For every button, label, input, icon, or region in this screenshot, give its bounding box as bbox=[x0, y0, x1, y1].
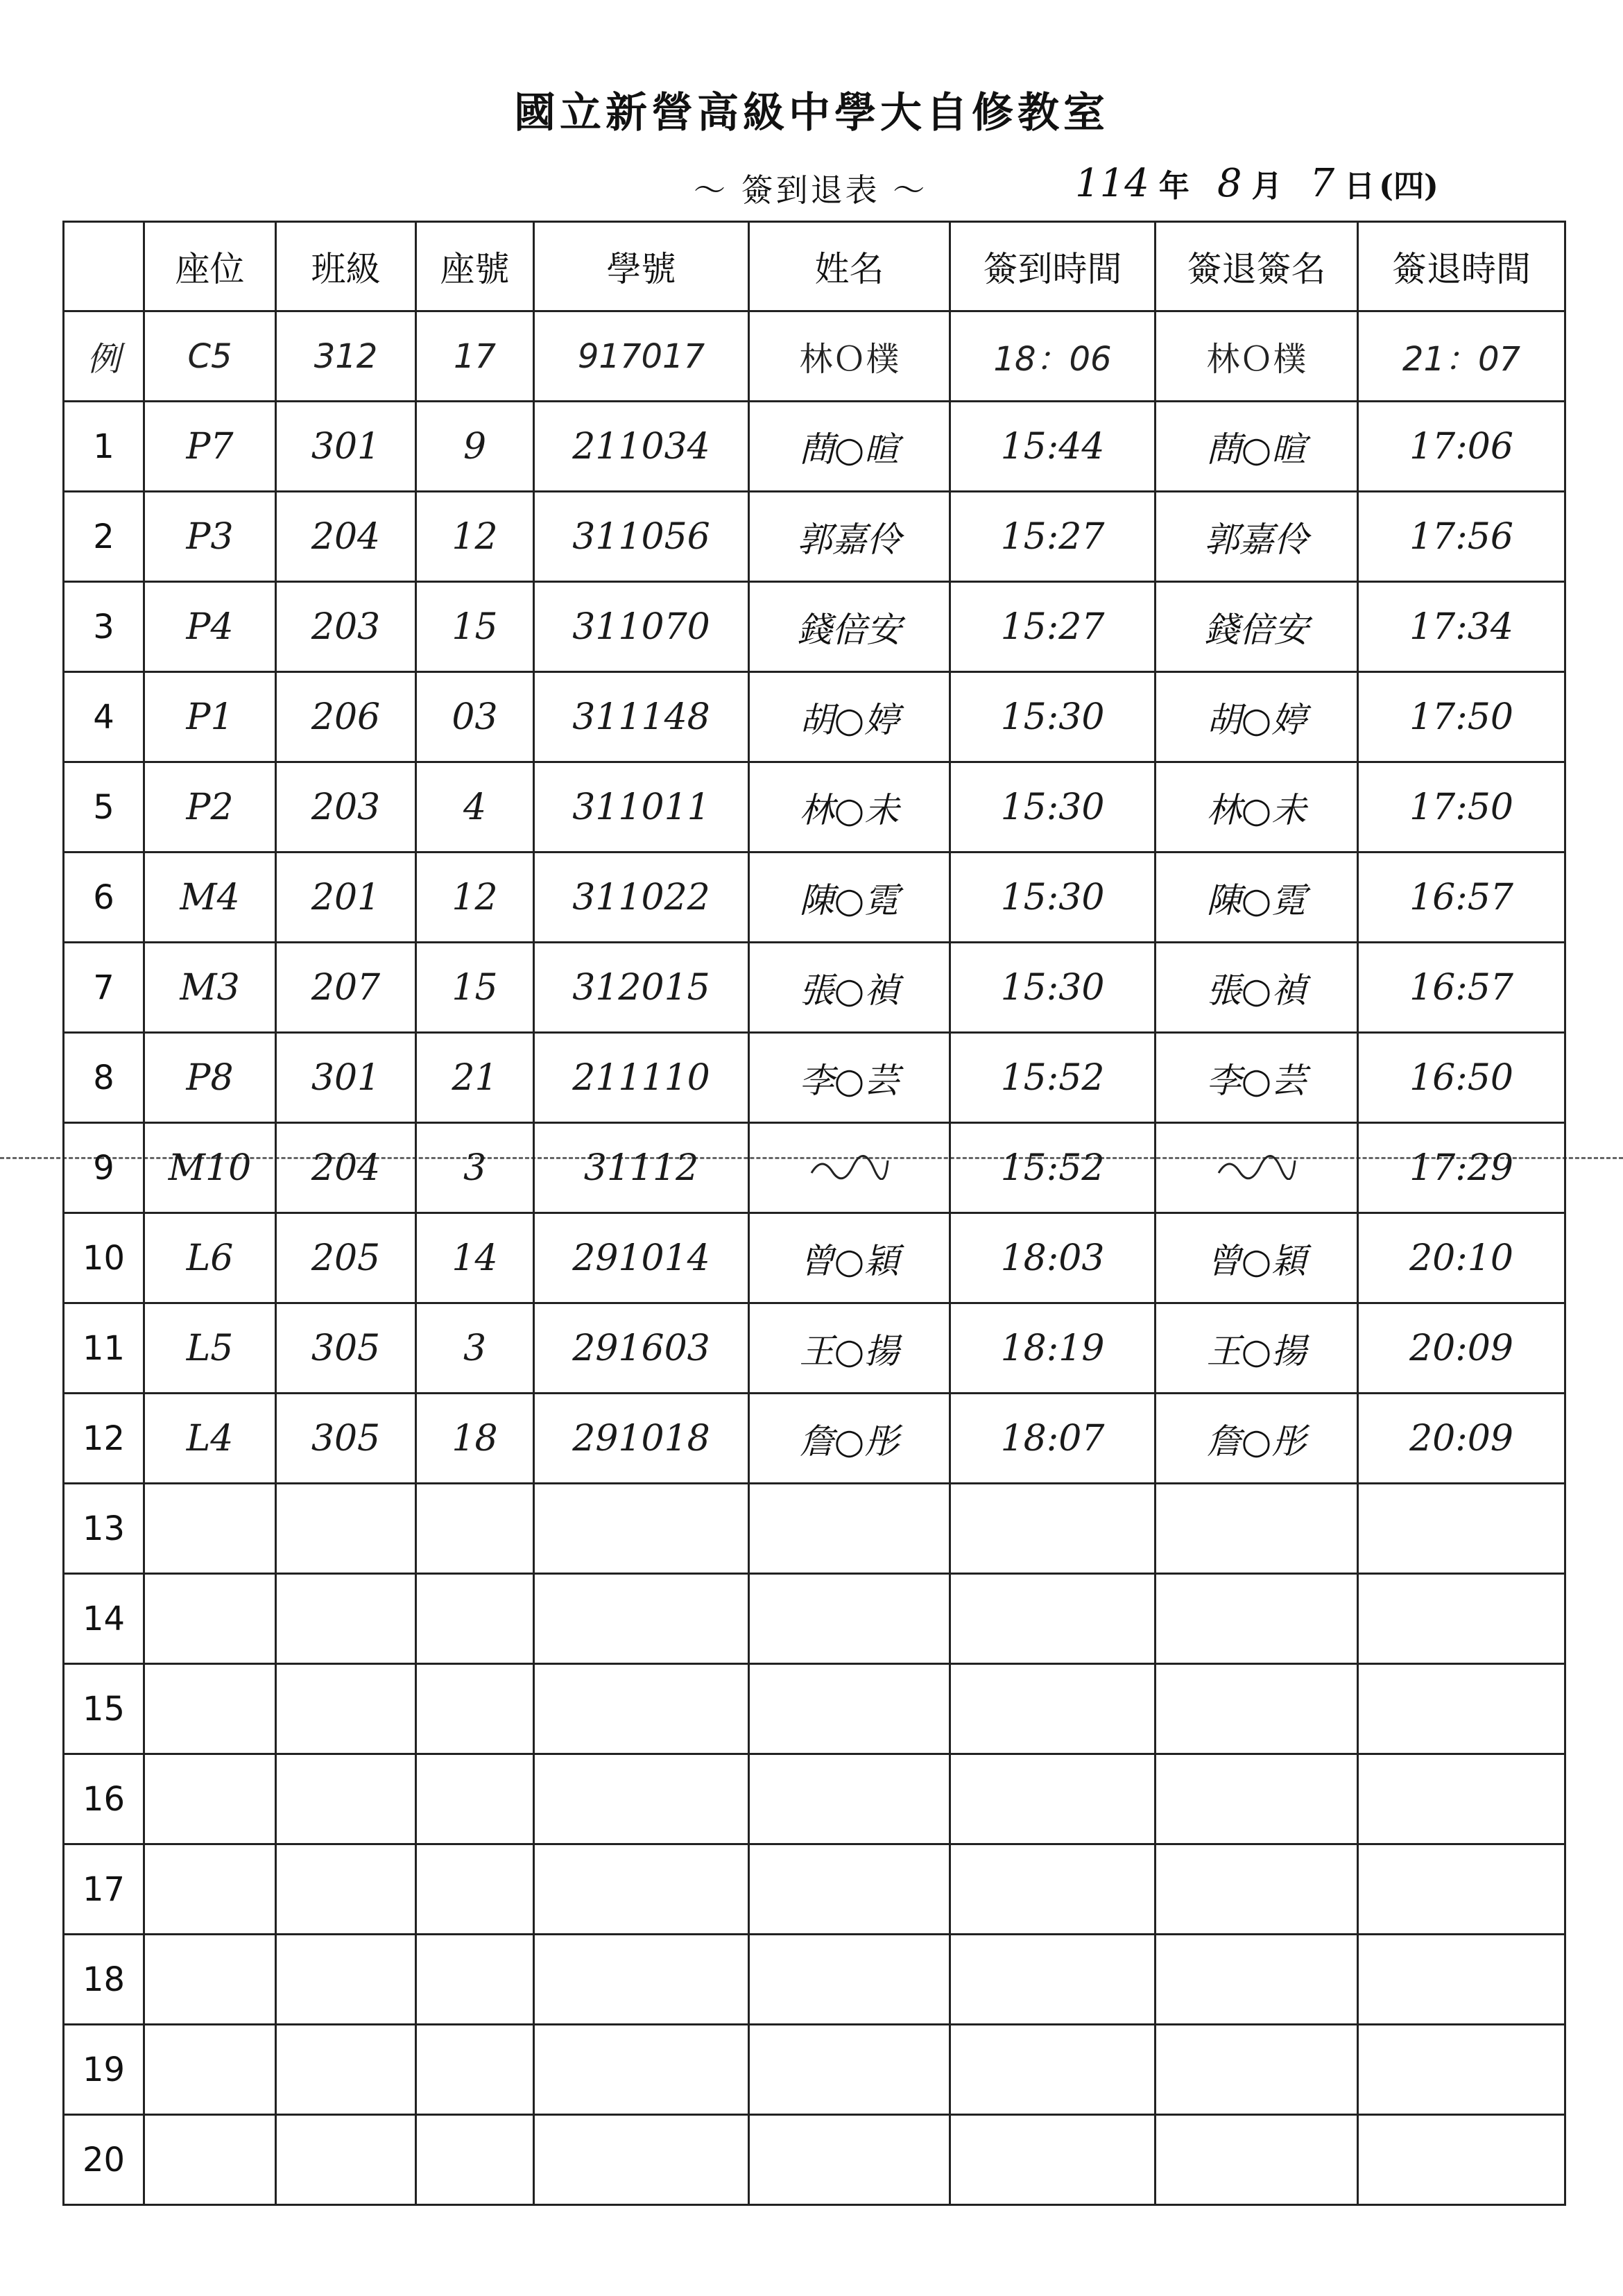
page-title: 國立新營高級中學大自修教室 bbox=[514, 89, 1109, 137]
cell-class bbox=[276, 2115, 416, 2205]
row-number: 10 bbox=[64, 1213, 144, 1303]
cell-class bbox=[276, 1484, 416, 1574]
row-number: 7 bbox=[64, 943, 144, 1033]
cell-name: 李○芸 bbox=[749, 1033, 950, 1123]
cell-class bbox=[276, 1844, 416, 1935]
cell-sign-out-time: 17:29 bbox=[1358, 1123, 1565, 1213]
cell-student-id: 31112 bbox=[534, 1123, 749, 1213]
cell-name: 張○禎 bbox=[749, 943, 950, 1033]
date-year-label: 年 bbox=[1158, 169, 1190, 204]
cell-class bbox=[276, 1664, 416, 1754]
cell-sign-out-time bbox=[1358, 2025, 1565, 2115]
cell-student-id: 312015 bbox=[534, 943, 749, 1033]
cell-name bbox=[749, 1574, 950, 1664]
cell-sign-out-time bbox=[1358, 2115, 1565, 2205]
cell-seat: P1 bbox=[144, 672, 276, 762]
cell-seat-no: 3 bbox=[416, 1303, 534, 1394]
form-subtitle: 〜 簽到退表 〜 bbox=[694, 171, 928, 209]
cell-sign-out-time: 17:34 bbox=[1358, 582, 1565, 672]
cell-seat: P4 bbox=[144, 582, 276, 672]
cell-student-id: 291014 bbox=[534, 1213, 749, 1303]
cell-sign-in-time: 18:19 bbox=[950, 1303, 1156, 1394]
cell-student-id: 211034 bbox=[534, 402, 749, 492]
cell-name bbox=[749, 2025, 950, 2115]
cell-name: 錢倍安 bbox=[749, 582, 950, 672]
cell-sign-out-time bbox=[1358, 1664, 1565, 1754]
cell-student-id bbox=[534, 1935, 749, 2025]
cell-sign-out-time: 20:09 bbox=[1358, 1394, 1565, 1484]
date-day-label: 日 bbox=[1344, 169, 1375, 204]
table-row bbox=[64, 1033, 1565, 1123]
cell-seat-no: 3 bbox=[416, 1123, 534, 1213]
date-weekday: (四) bbox=[1379, 169, 1439, 204]
cell-student-id: 311011 bbox=[534, 762, 749, 853]
row-number: 15 bbox=[64, 1664, 144, 1754]
cell-name: 蔄○暄 bbox=[749, 402, 950, 492]
cell-sign-in-time bbox=[950, 1935, 1156, 2025]
form-date bbox=[1075, 161, 1439, 206]
date-year: 114 bbox=[1075, 161, 1149, 206]
cell-class bbox=[276, 2025, 416, 2115]
date-day: 7 bbox=[1309, 161, 1335, 206]
cell-seat-no: 12 bbox=[416, 853, 534, 943]
cell-student-id: 211110 bbox=[534, 1033, 749, 1123]
cell-sign-in-time: 15:52 bbox=[950, 1123, 1156, 1213]
cell-sign-out-time: 16:57 bbox=[1358, 853, 1565, 943]
example-student-id: 917017 bbox=[534, 311, 749, 402]
cell-sign-out-name bbox=[1156, 1935, 1358, 2025]
cell-sign-out-name bbox=[1156, 1123, 1358, 1213]
cell-seat: M10 bbox=[144, 1123, 276, 1213]
cell-student-id: 311022 bbox=[534, 853, 749, 943]
table-row bbox=[64, 672, 1565, 762]
cell-seat: M4 bbox=[144, 853, 276, 943]
cell-name bbox=[749, 1484, 950, 1574]
cell-class: 203 bbox=[276, 582, 416, 672]
cell-class: 301 bbox=[276, 402, 416, 492]
cell-name bbox=[749, 1123, 950, 1213]
row-number: 5 bbox=[64, 762, 144, 853]
cell-name bbox=[749, 1844, 950, 1935]
cell-sign-out-time: 16:57 bbox=[1358, 943, 1565, 1033]
cell-seat-no: 15 bbox=[416, 943, 534, 1033]
cell-seat-no: 03 bbox=[416, 672, 534, 762]
cell-student-id bbox=[534, 1484, 749, 1574]
cell-name: 詹○彤 bbox=[749, 1394, 950, 1484]
table-row bbox=[64, 1844, 1565, 1935]
table-header-row bbox=[64, 222, 1565, 311]
cell-student-id: 311148 bbox=[534, 672, 749, 762]
cell-student-id bbox=[534, 1574, 749, 1664]
cell-seat: P2 bbox=[144, 762, 276, 853]
cell-sign-out-time bbox=[1358, 1754, 1565, 1844]
cell-seat-no: 15 bbox=[416, 582, 534, 672]
cell-seat-no: 14 bbox=[416, 1213, 534, 1303]
cell-seat-no: 18 bbox=[416, 1394, 534, 1484]
cell-seat-no: 4 bbox=[416, 762, 534, 853]
cell-sign-out-time: 20:09 bbox=[1358, 1303, 1565, 1394]
cell-sign-out-time bbox=[1358, 1574, 1565, 1664]
table-row bbox=[64, 1754, 1565, 1844]
table-row bbox=[64, 1935, 1565, 2025]
cell-sign-out-name: 陳○霓 bbox=[1156, 853, 1358, 943]
cell-name bbox=[749, 2115, 950, 2205]
row-number: 18 bbox=[64, 1935, 144, 2025]
cell-name: 王○揚 bbox=[749, 1303, 950, 1394]
example-name: 林Ｏ樸 bbox=[749, 311, 950, 402]
cell-seat-no bbox=[416, 2115, 534, 2205]
table-row bbox=[64, 1664, 1565, 1754]
table-row bbox=[64, 2115, 1565, 2205]
table-row bbox=[64, 943, 1565, 1033]
cell-class bbox=[276, 1754, 416, 1844]
col-header-seat-no: 座號 bbox=[416, 222, 534, 311]
cell-sign-in-time bbox=[950, 1754, 1156, 1844]
cell-seat-no bbox=[416, 1844, 534, 1935]
col-header-sign-out-name: 簽退簽名 bbox=[1156, 222, 1358, 311]
cell-sign-out-name: 錢倍安 bbox=[1156, 582, 1358, 672]
cell-sign-out-name bbox=[1156, 2115, 1358, 2205]
cell-class: 305 bbox=[276, 1303, 416, 1394]
example-seat: C5 bbox=[144, 311, 276, 402]
col-header-name: 姓名 bbox=[749, 222, 950, 311]
cell-sign-out-time bbox=[1358, 1935, 1565, 2025]
cell-sign-in-time bbox=[950, 1574, 1156, 1664]
cell-class: 204 bbox=[276, 1123, 416, 1213]
cell-sign-in-time: 15:52 bbox=[950, 1033, 1156, 1123]
cell-sign-in-time: 15:44 bbox=[950, 402, 1156, 492]
cell-sign-out-name: 林○未 bbox=[1156, 762, 1358, 853]
row-number: 1 bbox=[64, 402, 144, 492]
cell-student-id bbox=[534, 1664, 749, 1754]
cell-class: 206 bbox=[276, 672, 416, 762]
cell-seat bbox=[144, 1935, 276, 2025]
row-number: 4 bbox=[64, 672, 144, 762]
cell-sign-out-name bbox=[1156, 1574, 1358, 1664]
cell-seat: M3 bbox=[144, 943, 276, 1033]
cell-sign-out-time: 17:56 bbox=[1358, 492, 1565, 582]
cell-sign-in-time: 15:27 bbox=[950, 582, 1156, 672]
cell-seat bbox=[144, 1844, 276, 1935]
row-number: 20 bbox=[64, 2115, 144, 2205]
cell-class: 305 bbox=[276, 1394, 416, 1484]
row-number: 14 bbox=[64, 1574, 144, 1664]
cell-seat-no bbox=[416, 1754, 534, 1844]
cell-sign-out-name: 李○芸 bbox=[1156, 1033, 1358, 1123]
table-row bbox=[64, 492, 1565, 582]
cell-student-id bbox=[534, 1754, 749, 1844]
cell-name: 陳○霓 bbox=[749, 853, 950, 943]
cell-seat: L6 bbox=[144, 1213, 276, 1303]
cell-student-id: 291018 bbox=[534, 1394, 749, 1484]
cell-seat-no bbox=[416, 1574, 534, 1664]
cell-student-id: 311056 bbox=[534, 492, 749, 582]
row-number: 19 bbox=[64, 2025, 144, 2115]
cell-name bbox=[749, 1754, 950, 1844]
cell-seat-no bbox=[416, 1664, 534, 1754]
example-sign-out-name: 林Ｏ樸 bbox=[1156, 311, 1358, 402]
cell-seat: L4 bbox=[144, 1394, 276, 1484]
cell-sign-out-time: 17:50 bbox=[1358, 672, 1565, 762]
cell-sign-in-time: 15:27 bbox=[950, 492, 1156, 582]
date-month-label: 月 bbox=[1251, 169, 1282, 204]
cell-sign-in-time bbox=[950, 1844, 1156, 1935]
col-header-sign-in-time: 簽到時間 bbox=[950, 222, 1156, 311]
cell-sign-out-name bbox=[1156, 1664, 1358, 1754]
table-row bbox=[64, 1303, 1565, 1394]
cell-sign-in-time bbox=[950, 1664, 1156, 1754]
cell-sign-out-name: 胡○婷 bbox=[1156, 672, 1358, 762]
table-row bbox=[64, 1484, 1565, 1574]
cell-sign-out-time bbox=[1358, 1484, 1565, 1574]
cell-seat bbox=[144, 1484, 276, 1574]
example-row bbox=[64, 311, 1565, 402]
cell-sign-out-name bbox=[1156, 2025, 1358, 2115]
cell-sign-out-time: 16:50 bbox=[1358, 1033, 1565, 1123]
table-row bbox=[64, 1123, 1565, 1213]
col-header-sign-out-time: 簽退時間 bbox=[1358, 222, 1565, 311]
example-sign-in: 18：06 bbox=[950, 311, 1156, 402]
table-row bbox=[64, 1213, 1565, 1303]
cell-class: 205 bbox=[276, 1213, 416, 1303]
cell-class bbox=[276, 1935, 416, 2025]
row-number: 16 bbox=[64, 1754, 144, 1844]
cell-seat-no: 21 bbox=[416, 1033, 534, 1123]
cell-class bbox=[276, 1574, 416, 1664]
cell-sign-out-time: 17:50 bbox=[1358, 762, 1565, 853]
cell-sign-in-time: 15:30 bbox=[950, 853, 1156, 943]
example-class: 312 bbox=[276, 311, 416, 402]
cell-sign-out-name: 曾○穎 bbox=[1156, 1213, 1358, 1303]
cell-seat: P3 bbox=[144, 492, 276, 582]
table-row bbox=[64, 1394, 1565, 1484]
cell-seat: P7 bbox=[144, 402, 276, 492]
cell-class: 203 bbox=[276, 762, 416, 853]
example-label: 例 bbox=[64, 311, 144, 402]
example-sign-out: 21：07 bbox=[1358, 311, 1565, 402]
col-header-seat: 座位 bbox=[144, 222, 276, 311]
col-header-student-id: 學號 bbox=[534, 222, 749, 311]
cell-seat bbox=[144, 1664, 276, 1754]
cell-seat bbox=[144, 1754, 276, 1844]
cell-seat-no: 9 bbox=[416, 402, 534, 492]
cell-sign-out-name: 蔄○暄 bbox=[1156, 402, 1358, 492]
cell-seat-no: 12 bbox=[416, 492, 534, 582]
cell-sign-in-time bbox=[950, 1484, 1156, 1574]
row-number: 12 bbox=[64, 1394, 144, 1484]
table-row bbox=[64, 1574, 1565, 1664]
cell-sign-out-time: 20:10 bbox=[1358, 1213, 1565, 1303]
cell-sign-out-name: 詹○彤 bbox=[1156, 1394, 1358, 1484]
cell-sign-out-time bbox=[1358, 1844, 1565, 1935]
cell-seat bbox=[144, 1574, 276, 1664]
cell-student-id: 291603 bbox=[534, 1303, 749, 1394]
row-number: 9 bbox=[64, 1123, 144, 1213]
table-row bbox=[64, 582, 1565, 672]
cell-sign-in-time: 15:30 bbox=[950, 943, 1156, 1033]
cell-seat-no bbox=[416, 1935, 534, 2025]
cell-seat bbox=[144, 2025, 276, 2115]
row-number: 8 bbox=[64, 1033, 144, 1123]
cell-sign-in-time bbox=[950, 2025, 1156, 2115]
cell-student-id bbox=[534, 1844, 749, 1935]
cell-sign-in-time: 18:03 bbox=[950, 1213, 1156, 1303]
cell-name: 胡○婷 bbox=[749, 672, 950, 762]
cell-sign-in-time bbox=[950, 2115, 1156, 2205]
table-row bbox=[64, 853, 1565, 943]
cell-sign-out-name bbox=[1156, 1754, 1358, 1844]
cell-sign-in-time: 15:30 bbox=[950, 762, 1156, 853]
table-row bbox=[64, 402, 1565, 492]
row-number: 6 bbox=[64, 853, 144, 943]
cell-student-id: 311070 bbox=[534, 582, 749, 672]
table-row bbox=[64, 762, 1565, 853]
cell-sign-out-name bbox=[1156, 1484, 1358, 1574]
cell-student-id bbox=[534, 2025, 749, 2115]
cell-name: 林○未 bbox=[749, 762, 950, 853]
table-row bbox=[64, 2025, 1565, 2115]
example-seat-no: 17 bbox=[416, 311, 534, 402]
cell-class: 201 bbox=[276, 853, 416, 943]
cell-class: 207 bbox=[276, 943, 416, 1033]
cell-class: 301 bbox=[276, 1033, 416, 1123]
cell-sign-out-name bbox=[1156, 1844, 1358, 1935]
cell-seat: L5 bbox=[144, 1303, 276, 1394]
cell-seat-no bbox=[416, 2025, 534, 2115]
cell-student-id bbox=[534, 2115, 749, 2205]
cell-class: 204 bbox=[276, 492, 416, 582]
cell-sign-out-name: 張○禎 bbox=[1156, 943, 1358, 1033]
cell-name: 郭嘉伶 bbox=[749, 492, 950, 582]
date-month: 8 bbox=[1217, 161, 1242, 206]
col-header-row-no bbox=[64, 222, 144, 311]
sign-in-table bbox=[62, 221, 1566, 2206]
cell-sign-out-name: 王○揚 bbox=[1156, 1303, 1358, 1394]
cell-sign-in-time: 18:07 bbox=[950, 1394, 1156, 1484]
cell-sign-in-time: 15:30 bbox=[950, 672, 1156, 762]
cell-seat bbox=[144, 2115, 276, 2205]
row-number: 11 bbox=[64, 1303, 144, 1394]
cell-seat: P8 bbox=[144, 1033, 276, 1123]
scribble-signature bbox=[1215, 1148, 1298, 1176]
scribble-signature bbox=[808, 1148, 891, 1176]
row-number: 13 bbox=[64, 1484, 144, 1574]
cell-name bbox=[749, 1935, 950, 2025]
cell-sign-out-time: 17:06 bbox=[1358, 402, 1565, 492]
cell-sign-out-name: 郭嘉伶 bbox=[1156, 492, 1358, 582]
cell-seat-no bbox=[416, 1484, 534, 1574]
row-number: 17 bbox=[64, 1844, 144, 1935]
cell-name bbox=[749, 1664, 950, 1754]
col-header-class: 班級 bbox=[276, 222, 416, 311]
row-number: 2 bbox=[64, 492, 144, 582]
row-number: 3 bbox=[64, 582, 144, 672]
cell-name: 曾○穎 bbox=[749, 1213, 950, 1303]
